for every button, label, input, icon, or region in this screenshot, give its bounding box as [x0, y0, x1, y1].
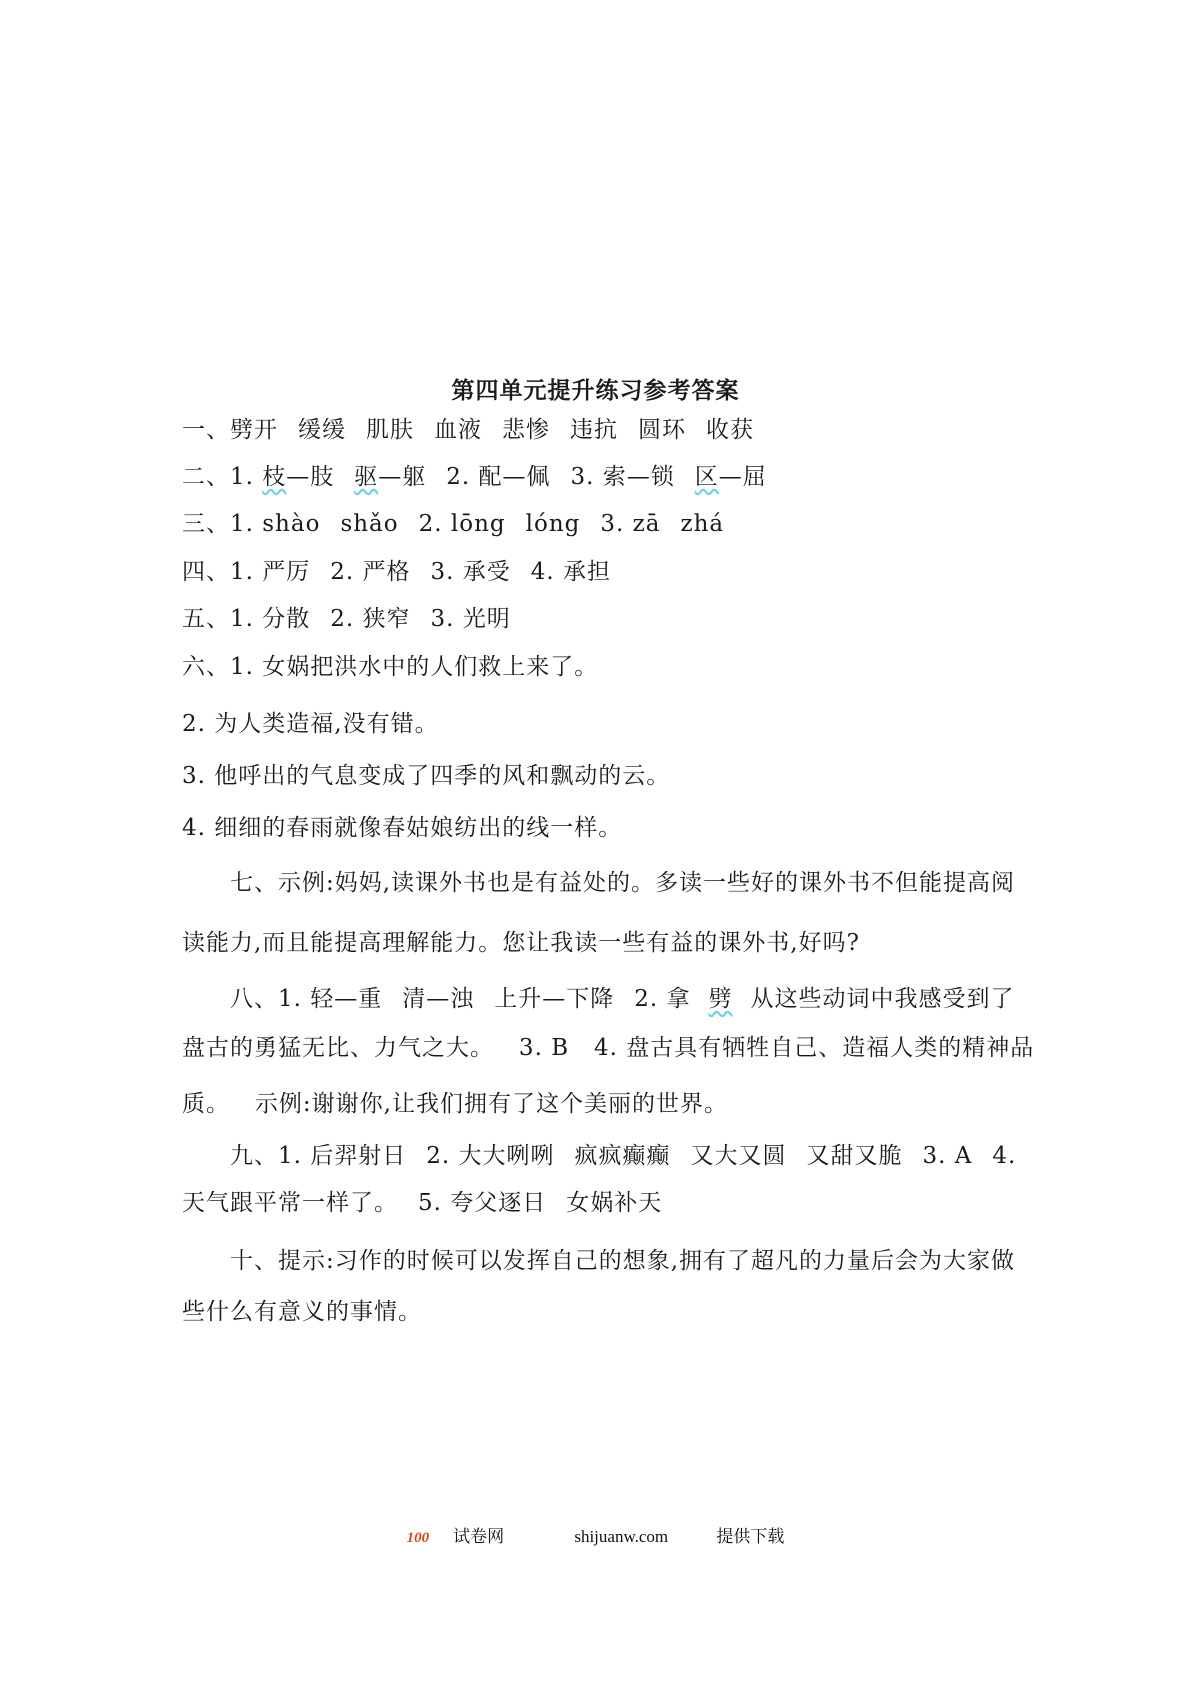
answer-4-item: 3. 承受 — [430, 559, 511, 585]
answer-2-word: 2. 配—佩 — [446, 464, 551, 490]
answer-2-word: —屈 — [718, 464, 767, 490]
answer-4-item: 四、1. 严厉 — [182, 559, 311, 585]
answer-9-item: 女娲补天 — [566, 1190, 663, 1216]
answer-9-line — [182, 1188, 1022, 1218]
answer-5-item: 2. 狭窄 — [330, 606, 411, 632]
answer-9-item: 3. A — [922, 1143, 973, 1169]
answer-8-item: 上升—下降 — [494, 986, 615, 1012]
answer-5-item: 3. 光明 — [430, 606, 511, 632]
answer-9-item: 九、1. 后羿射日 — [230, 1143, 407, 1169]
site-url: shijuanw.com — [574, 1527, 669, 1546]
answer-1-item: 肌肤 — [366, 417, 414, 443]
answer-6-line: 2. 为人类造福,没有错。 — [182, 711, 439, 737]
answer-10-line: 些什么有意义的事情。 — [182, 1299, 422, 1325]
footer-action: 提供下载 — [716, 1527, 785, 1546]
answer-3-item: 3. zā — [600, 511, 661, 537]
answer-3-item: 三、1. shào — [182, 511, 321, 537]
answer-3-item: 2. lōng — [418, 511, 506, 537]
answer-9-item: 5. 夸父逐日 — [418, 1190, 547, 1216]
answer-2-word: 驱 — [354, 464, 379, 490]
answer-9-line — [230, 1141, 1020, 1171]
answer-1-item: 悲惨 — [502, 417, 550, 443]
answer-4-item: 4. 承担 — [530, 559, 612, 585]
answer-8-line — [230, 984, 1020, 1014]
answer-1-item: 违抗 — [570, 417, 618, 443]
answer-8-item: 清—浊 — [402, 986, 475, 1012]
answer-2-word: —肢 — [286, 464, 335, 490]
answer-10-line: 十、提示:习作的时候可以发挥自己的想象,拥有了超凡的力量后会为大家做 — [230, 1248, 1016, 1274]
answer-9-item: 天气跟平常一样了。 — [182, 1190, 398, 1216]
logo-number: 100 — [406, 1530, 430, 1546]
answer-3-item: shǎo — [340, 511, 399, 537]
answer-2-word: 区 — [694, 464, 719, 490]
answer-1-item: 圆环 — [638, 417, 686, 443]
answer-5 — [182, 604, 1022, 634]
answer-1-item: 一、劈开 — [182, 417, 278, 443]
answer-1-item: 血液 — [434, 417, 482, 443]
answer-7-line: 读能力,而且能提高理解能力。您让我读一些有益的课外书,好吗? — [182, 930, 860, 956]
answer-8-item: 劈 — [708, 986, 733, 1012]
answer-4-item: 2. 严格 — [330, 559, 411, 585]
answer-9-item: 疯疯癫癫 — [574, 1143, 671, 1169]
answer-3-item: zhá — [680, 511, 725, 537]
answer-8-item: 八、1. 轻—重 — [230, 986, 383, 1012]
answer-6-line: 3. 他呼出的气息变成了四季的风和飘动的云。 — [182, 763, 671, 789]
answer-3-item: lóng — [525, 511, 581, 537]
answer-6-line: 4. 细细的春雨就像春姑娘纺出的线一样。 — [182, 815, 623, 841]
logo-text: 试卷网 — [453, 1527, 505, 1546]
answer-5-item: 五、1. 分散 — [182, 606, 311, 632]
answer-1-item: 收获 — [706, 417, 754, 443]
answer-3 — [182, 509, 1022, 539]
answer-2-prefix: 二、1. — [182, 464, 263, 490]
answer-2 — [182, 462, 1022, 492]
answer-2-word: 枝 — [262, 464, 287, 490]
answer-7-line: 七、示例:妈妈,读课外书也是有益处的。多读一些好的课外书不但能提高阅 — [230, 870, 1016, 896]
answer-2-word: 3. 索—锁 — [570, 464, 675, 490]
answer-1-item: 缓缓 — [298, 417, 346, 443]
answer-9-item: 又甜又脆 — [806, 1143, 903, 1169]
answer-8-line: 盘古的勇猛无比、力气之大。 3. B 4. 盘古具有牺牲自己、造福人类的精神品 — [182, 1035, 1035, 1061]
answer-2-word: —躯 — [378, 464, 427, 490]
page-title: 第四单元提升练习参考答案 — [451, 377, 740, 404]
answer-9-item: 又大又圆 — [690, 1143, 787, 1169]
answer-9-item: 2. 大大咧咧 — [426, 1143, 555, 1169]
answer-9-item: 4. — [992, 1143, 1017, 1169]
answer-8-line: 质。 示例:谢谢你,让我们拥有了这个美丽的世界。 — [182, 1091, 728, 1117]
footer — [0, 1522, 1191, 1547]
answer-8-item: 从这些动词中我感受到了 — [750, 986, 1015, 1012]
answer-8-item: 2. 拿 — [634, 986, 691, 1012]
answer-1 — [182, 415, 1022, 445]
site-logo — [385, 1522, 527, 1547]
answer-4 — [182, 557, 1022, 587]
answer-6-line: 六、1. 女娲把洪水中的人们救上来了。 — [182, 654, 599, 680]
